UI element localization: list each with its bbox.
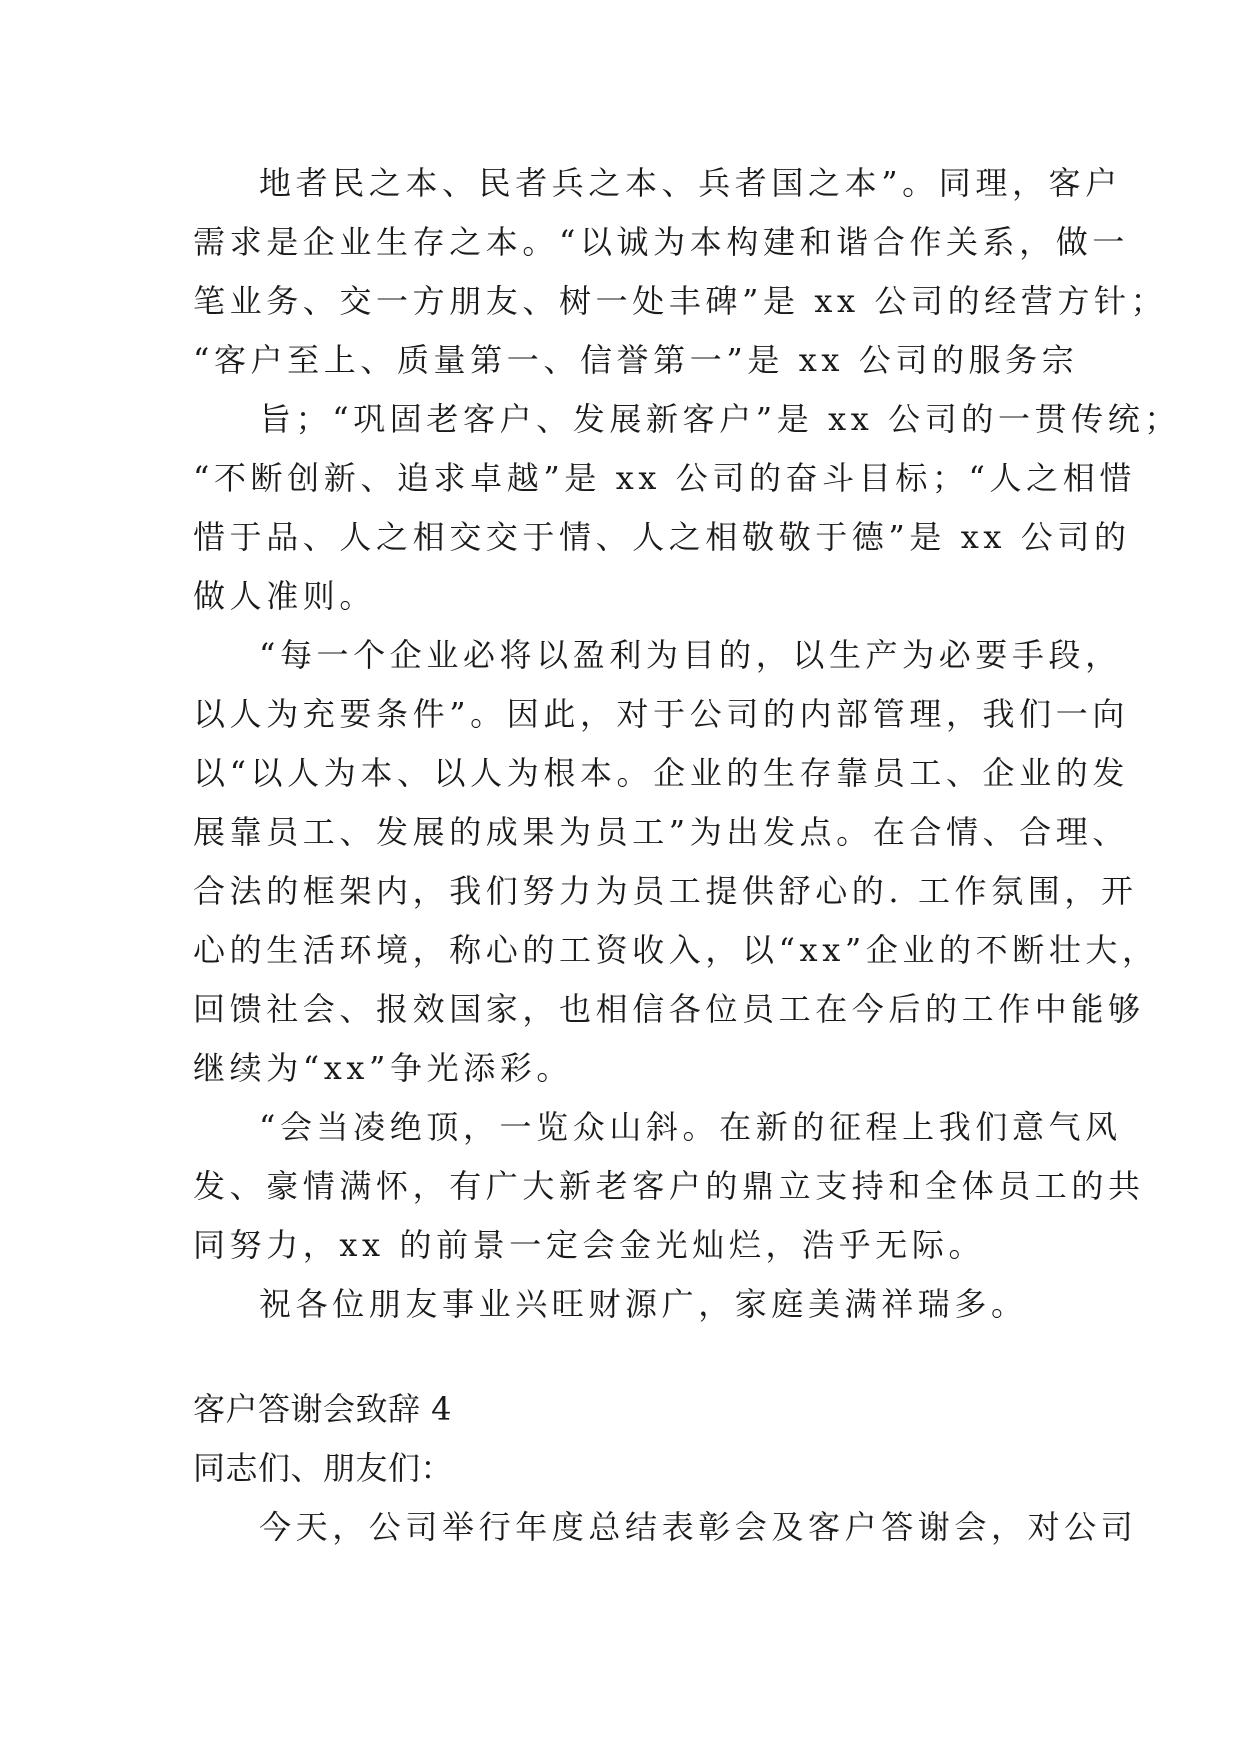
paragraph-line: 心的生活环境，称心的工资收入，以“xx”企业的不断壮大， [193, 931, 1159, 969]
paragraph-line: “会当凌绝顶，一览众山斜。在新的征程上我们意气风 [259, 1108, 1122, 1146]
paragraph-line: 旨；“巩固老客户、发展新客户”是 xx 公司的一贯传统； [259, 400, 1181, 438]
paragraph-line: “不断创新、追求卓越”是 xx 公司的奋斗目标；“人之相惜 [193, 459, 1136, 497]
paragraph-line: “客户至上、质量第一、信誉第一”是 xx 公司的服务宗 [193, 341, 1079, 379]
salutation: 同志们、朋友们： [193, 1449, 454, 1487]
paragraph-line: 做人准则。 [193, 577, 377, 615]
paragraph-line: 笔业务、交一方朋友、树一处丰碑”是 xx 公司的经营方针； [193, 282, 1168, 320]
paragraph-line: 展靠员工、发展的成果为员工”为出发点。在合情、合理、 [193, 813, 1129, 851]
paragraph-line: 回馈社会、报效国家，也相信各位员工在今后的工作中能够 [193, 990, 1145, 1028]
paragraph-line: 发、豪情满怀，有广大新老客户的鼎立支持和全体员工的共 [193, 1167, 1145, 1205]
paragraph-line: 祝各位朋友事业兴旺财源广，家庭美满祥瑞多。 [259, 1285, 1028, 1323]
paragraph-line: 惜于品、人之相交交于情、人之相敬敬于德”是 xx 公司的 [193, 518, 1131, 556]
paragraph-line: 今天，公司举行年度总结表彰会及客户答谢会，对公司 [259, 1508, 1138, 1546]
paragraph-line: 同努力，xx 的前景一定会金光灿烂，浩乎无际。 [193, 1226, 986, 1264]
paragraph-line: 继续为“xx”争光添彩。 [193, 1049, 574, 1087]
paragraph-line: 地者民之本、民者兵之本、兵者国之本”。同理，客户 [259, 164, 1122, 202]
paragraph-line: 需求是企业生存之本。“以诚为本构建和谐合作关系，做一 [193, 223, 1129, 261]
section-title: 客户答谢会致辞 4 [193, 1390, 453, 1428]
paragraph-line: 以人为充要条件”。因此，对于公司的内部管理，我们一向 [193, 695, 1129, 733]
paragraph-line: 合法的框架内，我们努力为员工提供舒心的. 工作氛围，开 [193, 872, 1138, 910]
paragraph-line: 以“以人为本、以人为根本。企业的生存靠员工、企业的发 [193, 754, 1129, 792]
paragraph-line: “每一个企业必将以盈利为目的，以生产为必要手段， [259, 636, 1122, 674]
